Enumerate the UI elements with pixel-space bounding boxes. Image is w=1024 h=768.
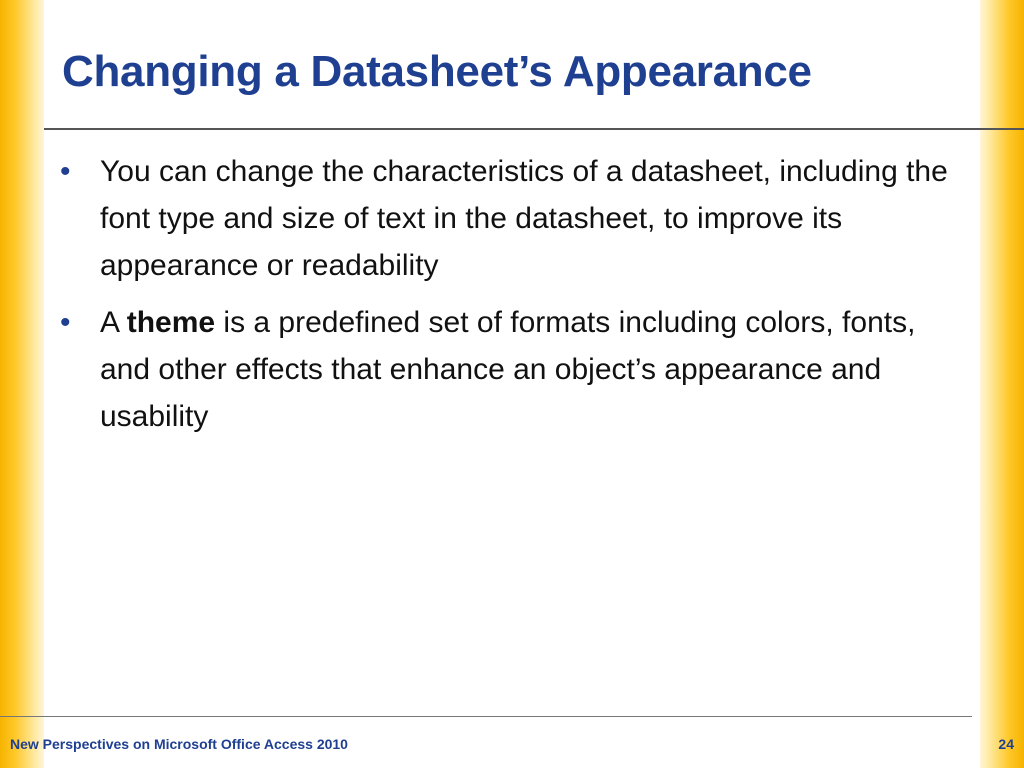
right-accent-bar [980, 0, 1024, 768]
bullet-list [62, 148, 962, 450]
footer-title: New Perspectives on Microsoft Office Access 2010 [10, 736, 348, 752]
bullet-text: You can change the characteristics of a datasheet, including the font type and size of text in the datasheet, to improve its appearance or readability [100, 155, 948, 282]
bullet-marker: • [60, 155, 71, 188]
bullet-key-term: theme [126, 306, 216, 339]
bullet-item [62, 299, 962, 440]
bullet-item [62, 148, 962, 289]
slide-title: Changing a Datasheet’s Appearance [62, 47, 812, 96]
page-number: 24 [998, 736, 1014, 752]
bullet-text-suffix: is a predefined set of formats including colors, fonts, and other effects that enhance an object’s appearance and usability [100, 306, 916, 433]
bullet-text-prefix: A [100, 306, 127, 339]
left-accent-bar [0, 0, 44, 768]
title-divider [44, 128, 1024, 130]
footer-divider [0, 716, 972, 717]
bullet-marker: • [60, 306, 71, 339]
